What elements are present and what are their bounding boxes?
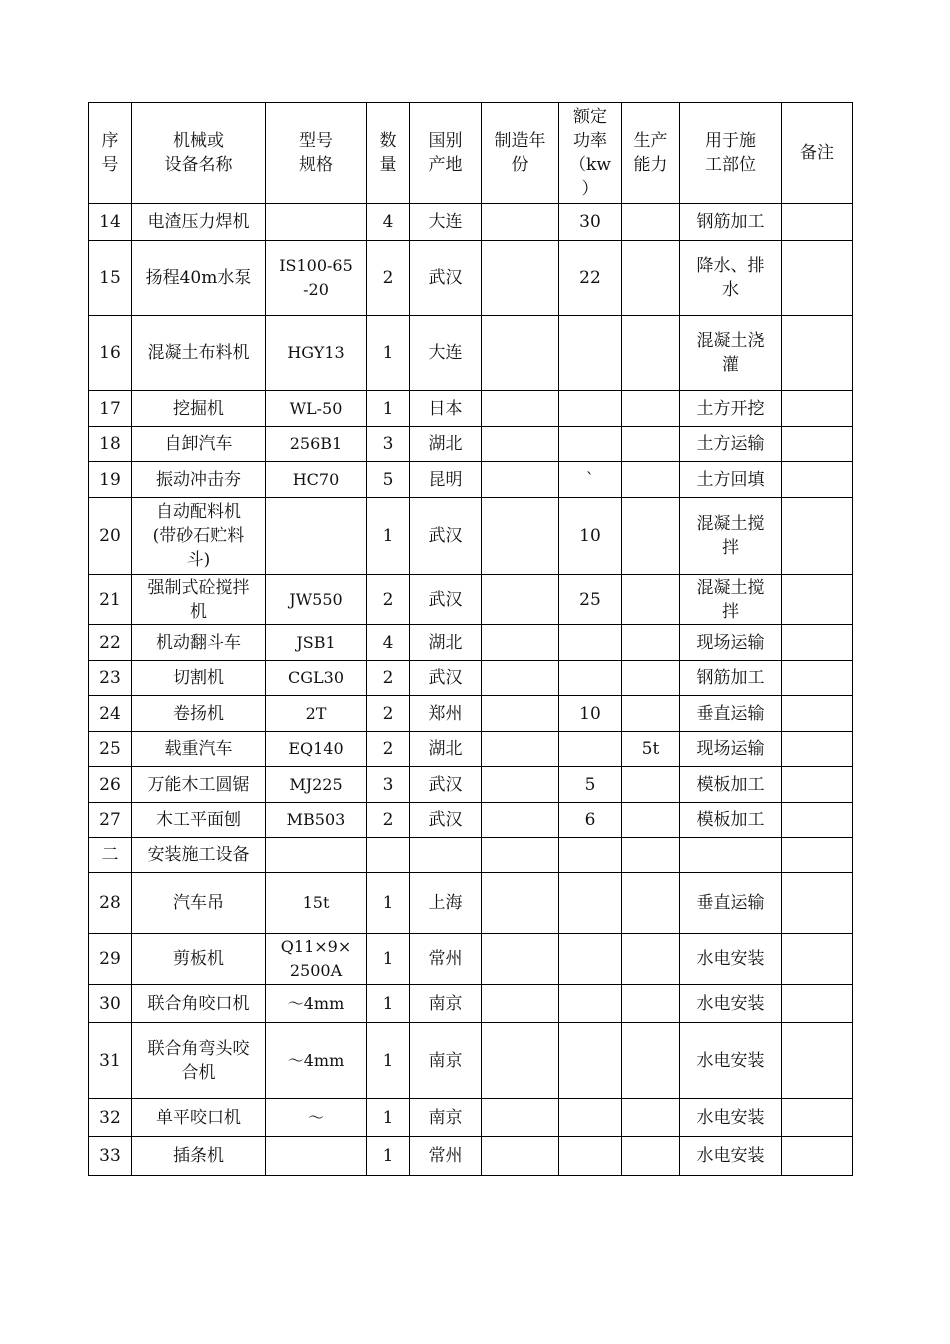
cell-model [266, 498, 367, 575]
cell-qty: 1 [367, 985, 410, 1023]
cell-year [482, 462, 559, 498]
table-row [89, 316, 853, 391]
table-row [89, 985, 853, 1023]
cell-capacity [622, 498, 680, 575]
table-row [89, 391, 853, 427]
table-row [89, 1137, 853, 1176]
cell-note [782, 985, 853, 1023]
cell-usage [680, 838, 782, 873]
cell-power [559, 732, 622, 767]
cell-capacity [622, 985, 680, 1023]
cell-power [559, 316, 622, 391]
cell-power: 5 [559, 767, 622, 803]
cell-year [482, 204, 559, 241]
cell-name: 万能木工圆锯 [132, 767, 266, 803]
cell-usage: 模板加工 [680, 803, 782, 838]
cell-capacity [622, 316, 680, 391]
cell-usage: 水电安装 [680, 1137, 782, 1176]
cell-qty: 4 [367, 625, 410, 661]
cell-usage: 土方开挖 [680, 391, 782, 427]
cell-year [482, 873, 559, 934]
cell-usage: 垂直运输 [680, 873, 782, 934]
cell-no: 14 [89, 204, 132, 241]
header-year: 制造年 份 [482, 103, 559, 204]
cell-usage: 钢筋加工 [680, 204, 782, 241]
cell-qty: 1 [367, 934, 410, 985]
cell-no: 32 [89, 1099, 132, 1137]
table-row [89, 241, 853, 316]
cell-capacity: 5t [622, 732, 680, 767]
cell-name: 单平咬口机 [132, 1099, 266, 1137]
cell-origin: 湖北 [410, 427, 482, 462]
cell-origin: 武汉 [410, 498, 482, 575]
cell-model: ～ [266, 1099, 367, 1137]
cell-model: CGL30 [266, 661, 367, 696]
cell-year [482, 985, 559, 1023]
cell-note [782, 575, 853, 625]
cell-year [482, 732, 559, 767]
cell-year [482, 1023, 559, 1099]
table-row [89, 803, 853, 838]
cell-qty: 1 [367, 1023, 410, 1099]
cell-power [559, 391, 622, 427]
cell-qty: 1 [367, 316, 410, 391]
cell-model: ～4mm [266, 1023, 367, 1099]
cell-no: 31 [89, 1023, 132, 1099]
cell-capacity [622, 838, 680, 873]
cell-qty [367, 838, 410, 873]
cell-origin: 湖北 [410, 732, 482, 767]
cell-power: ` [559, 462, 622, 498]
cell-origin: 常州 [410, 1137, 482, 1176]
cell-capacity [622, 625, 680, 661]
cell-note [782, 241, 853, 316]
cell-name: 汽车吊 [132, 873, 266, 934]
cell-no: 27 [89, 803, 132, 838]
cell-qty: 3 [367, 767, 410, 803]
cell-name: 混凝土布料机 [132, 316, 266, 391]
cell-year [482, 934, 559, 985]
cell-model: HC70 [266, 462, 367, 498]
cell-name: 联合角咬口机 [132, 985, 266, 1023]
cell-model: HGY13 [266, 316, 367, 391]
header-origin: 国别 产地 [410, 103, 482, 204]
cell-origin: 南京 [410, 1099, 482, 1137]
cell-note [782, 316, 853, 391]
table-row [89, 427, 853, 462]
cell-year [482, 696, 559, 732]
header-qty: 数 量 [367, 103, 410, 204]
cell-usage: 混凝土搅 拌 [680, 498, 782, 575]
cell-name: 木工平面刨 [132, 803, 266, 838]
cell-origin: 武汉 [410, 241, 482, 316]
cell-usage: 水电安装 [680, 1099, 782, 1137]
cell-power [559, 838, 622, 873]
cell-no: 21 [89, 575, 132, 625]
cell-year [482, 241, 559, 316]
cell-year [482, 767, 559, 803]
table-row [89, 661, 853, 696]
cell-model: JW550 [266, 575, 367, 625]
cell-qty: 1 [367, 1099, 410, 1137]
cell-no: 20 [89, 498, 132, 575]
cell-qty: 1 [367, 873, 410, 934]
cell-origin: 武汉 [410, 575, 482, 625]
cell-power [559, 1137, 622, 1176]
cell-qty: 3 [367, 427, 410, 462]
cell-year [482, 803, 559, 838]
cell-note [782, 1099, 853, 1137]
cell-name: 安装施工设备 [132, 838, 266, 873]
equipment-table [88, 102, 853, 1176]
cell-name: 切割机 [132, 661, 266, 696]
cell-origin: 昆明 [410, 462, 482, 498]
cell-name: 剪板机 [132, 934, 266, 985]
cell-usage: 水电安装 [680, 934, 782, 985]
cell-model [266, 1137, 367, 1176]
table-row [89, 934, 853, 985]
cell-name: 扬程40m水泵 [132, 241, 266, 316]
cell-note [782, 391, 853, 427]
cell-capacity [622, 391, 680, 427]
cell-year [482, 575, 559, 625]
cell-no: 29 [89, 934, 132, 985]
cell-name: 强制式砼搅拌 机 [132, 575, 266, 625]
cell-no: 19 [89, 462, 132, 498]
cell-qty: 1 [367, 498, 410, 575]
cell-capacity [622, 462, 680, 498]
cell-capacity [622, 1099, 680, 1137]
cell-qty: 2 [367, 575, 410, 625]
cell-capacity [622, 803, 680, 838]
cell-capacity [622, 934, 680, 985]
cell-note [782, 767, 853, 803]
cell-power [559, 661, 622, 696]
cell-no: 25 [89, 732, 132, 767]
cell-year [482, 427, 559, 462]
cell-power: 25 [559, 575, 622, 625]
cell-power: 10 [559, 498, 622, 575]
cell-name: 卷扬机 [132, 696, 266, 732]
cell-year [482, 661, 559, 696]
cell-model: 15t [266, 873, 367, 934]
table-row [89, 838, 853, 873]
cell-qty: 1 [367, 391, 410, 427]
cell-note [782, 625, 853, 661]
cell-power [559, 1023, 622, 1099]
table-row [89, 1099, 853, 1137]
cell-model: MJ225 [266, 767, 367, 803]
cell-capacity [622, 241, 680, 316]
cell-year [482, 1099, 559, 1137]
header-note: 备注 [782, 103, 853, 204]
cell-capacity [622, 1137, 680, 1176]
cell-model: MB503 [266, 803, 367, 838]
cell-year [482, 1137, 559, 1176]
cell-model: EQ140 [266, 732, 367, 767]
cell-origin: 南京 [410, 1023, 482, 1099]
cell-name: 载重汽车 [132, 732, 266, 767]
cell-qty: 2 [367, 661, 410, 696]
cell-note [782, 427, 853, 462]
cell-origin: 武汉 [410, 661, 482, 696]
cell-power [559, 427, 622, 462]
cell-capacity [622, 427, 680, 462]
cell-no: 18 [89, 427, 132, 462]
header-no: 序 号 [89, 103, 132, 204]
cell-model [266, 838, 367, 873]
cell-capacity [622, 873, 680, 934]
cell-model: 256B1 [266, 427, 367, 462]
cell-name: 机动翻斗车 [132, 625, 266, 661]
cell-capacity [622, 575, 680, 625]
cell-year [482, 838, 559, 873]
cell-year [482, 316, 559, 391]
cell-capacity [622, 661, 680, 696]
cell-note [782, 1137, 853, 1176]
cell-name: 电渣压力焊机 [132, 204, 266, 241]
cell-power [559, 934, 622, 985]
cell-note [782, 661, 853, 696]
cell-no: 23 [89, 661, 132, 696]
cell-model: ～4mm [266, 985, 367, 1023]
cell-qty: 5 [367, 462, 410, 498]
cell-origin: 武汉 [410, 803, 482, 838]
cell-origin: 上海 [410, 873, 482, 934]
cell-usage: 土方运输 [680, 427, 782, 462]
table-row [89, 696, 853, 732]
header-row [89, 103, 853, 204]
cell-note [782, 696, 853, 732]
cell-qty: 2 [367, 241, 410, 316]
cell-power [559, 985, 622, 1023]
table-row [89, 204, 853, 241]
cell-usage: 水电安装 [680, 985, 782, 1023]
cell-origin: 湖北 [410, 625, 482, 661]
cell-note [782, 732, 853, 767]
cell-usage: 水电安装 [680, 1023, 782, 1099]
cell-note [782, 934, 853, 985]
cell-power [559, 873, 622, 934]
header-name: 机械或 设备名称 [132, 103, 266, 204]
header-power: 额定 功率 （kw ） [559, 103, 622, 204]
cell-model: IS100-65 -20 [266, 241, 367, 316]
cell-usage: 现场运输 [680, 732, 782, 767]
cell-model: 2T [266, 696, 367, 732]
cell-usage: 降水、排 水 [680, 241, 782, 316]
cell-name: 自动配料机 (带砂石贮料 斗) [132, 498, 266, 575]
table-row [89, 873, 853, 934]
table-row [89, 732, 853, 767]
cell-no: 15 [89, 241, 132, 316]
cell-name: 插条机 [132, 1137, 266, 1176]
cell-capacity [622, 1023, 680, 1099]
cell-note [782, 204, 853, 241]
cell-qty: 1 [367, 1137, 410, 1176]
cell-power: 30 [559, 204, 622, 241]
cell-qty: 2 [367, 803, 410, 838]
cell-origin: 武汉 [410, 767, 482, 803]
cell-no: 16 [89, 316, 132, 391]
cell-origin: 日本 [410, 391, 482, 427]
cell-origin: 大连 [410, 316, 482, 391]
cell-note [782, 1023, 853, 1099]
cell-no: 28 [89, 873, 132, 934]
cell-year [482, 391, 559, 427]
cell-no: 24 [89, 696, 132, 732]
cell-origin: 郑州 [410, 696, 482, 732]
header-usage: 用于施 工部位 [680, 103, 782, 204]
cell-name: 振动冲击夯 [132, 462, 266, 498]
cell-note [782, 803, 853, 838]
cell-no: 22 [89, 625, 132, 661]
cell-power [559, 1099, 622, 1137]
table-row [89, 462, 853, 498]
cell-year [482, 625, 559, 661]
cell-origin: 常州 [410, 934, 482, 985]
cell-power: 6 [559, 803, 622, 838]
cell-no: 17 [89, 391, 132, 427]
cell-model: WL-50 [266, 391, 367, 427]
cell-capacity [622, 204, 680, 241]
cell-usage: 混凝土浇 灌 [680, 316, 782, 391]
table-row [89, 575, 853, 625]
cell-usage: 垂直运输 [680, 696, 782, 732]
table-row [89, 1023, 853, 1099]
cell-origin: 南京 [410, 985, 482, 1023]
header-capacity: 生产 能力 [622, 103, 680, 204]
cell-name: 自卸汽车 [132, 427, 266, 462]
cell-power [559, 625, 622, 661]
cell-no: 二 [89, 838, 132, 873]
cell-usage: 钢筋加工 [680, 661, 782, 696]
cell-no: 30 [89, 985, 132, 1023]
cell-name: 联合角弯头咬 合机 [132, 1023, 266, 1099]
cell-qty: 4 [367, 204, 410, 241]
cell-year [482, 498, 559, 575]
cell-power: 22 [559, 241, 622, 316]
cell-model: Q11×9× 2500A [266, 934, 367, 985]
cell-power: 10 [559, 696, 622, 732]
cell-note [782, 873, 853, 934]
cell-model [266, 204, 367, 241]
header-model: 型号 规格 [266, 103, 367, 204]
table-row [89, 625, 853, 661]
cell-usage: 模板加工 [680, 767, 782, 803]
cell-origin [410, 838, 482, 873]
table-row [89, 498, 853, 575]
table-row [89, 767, 853, 803]
cell-note [782, 838, 853, 873]
cell-no: 26 [89, 767, 132, 803]
cell-origin: 大连 [410, 204, 482, 241]
cell-no: 33 [89, 1137, 132, 1176]
cell-capacity [622, 696, 680, 732]
cell-usage: 混凝土搅 拌 [680, 575, 782, 625]
cell-usage: 土方回填 [680, 462, 782, 498]
cell-qty: 2 [367, 732, 410, 767]
cell-name: 挖掘机 [132, 391, 266, 427]
cell-model: JSB1 [266, 625, 367, 661]
cell-capacity [622, 767, 680, 803]
cell-note [782, 498, 853, 575]
cell-qty: 2 [367, 696, 410, 732]
cell-usage: 现场运输 [680, 625, 782, 661]
cell-note [782, 462, 853, 498]
